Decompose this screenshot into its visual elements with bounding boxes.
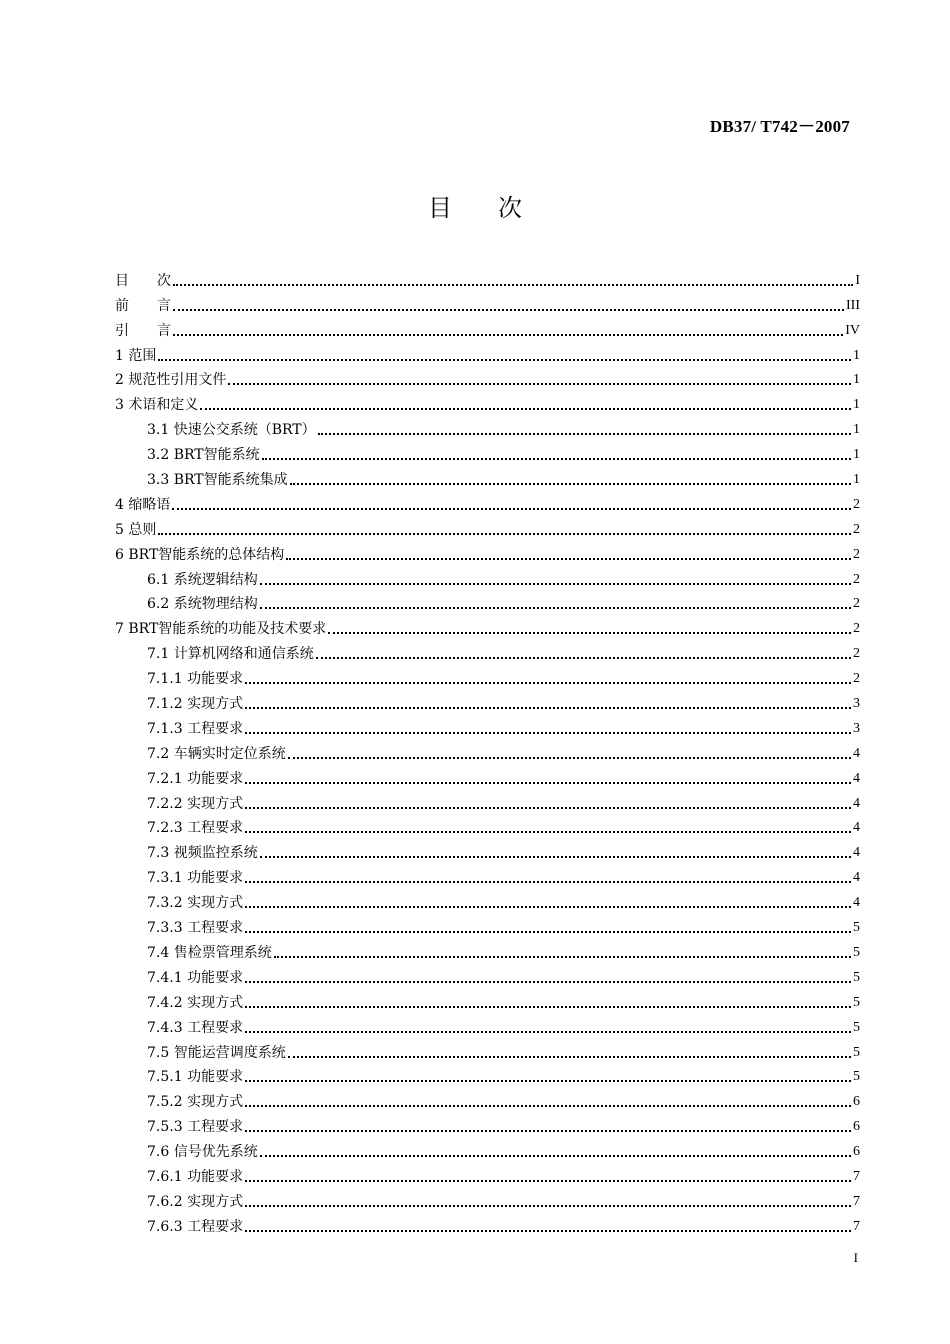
toc-entry-page: 2 bbox=[853, 671, 860, 687]
toc-leader-dots bbox=[262, 444, 851, 460]
toc-leader-dots bbox=[260, 569, 851, 585]
toc-entry-label: 引 言 bbox=[115, 322, 171, 339]
toc-entry-label: 1 范围 bbox=[115, 347, 157, 364]
toc-leader-dots bbox=[318, 419, 851, 435]
toc-entry-label: 7.3.1 功能要求 bbox=[147, 870, 244, 887]
toc-entry-page: 4 bbox=[853, 895, 860, 911]
toc-entry[interactable] bbox=[115, 1187, 860, 1212]
toc-entry[interactable] bbox=[115, 764, 860, 789]
toc-entry-page: 2 bbox=[853, 646, 860, 662]
toc-leader-dots bbox=[245, 1066, 851, 1082]
toc-entry-label: 7.4.2 实现方式 bbox=[147, 994, 244, 1011]
toc-entry[interactable] bbox=[115, 1212, 860, 1237]
toc-entry-page: I bbox=[855, 272, 860, 288]
toc-entry[interactable] bbox=[115, 714, 860, 739]
toc-entry-label: 目 次 bbox=[115, 272, 171, 289]
toc-entry-page: IV bbox=[845, 322, 860, 338]
toc-entry-page: 4 bbox=[853, 795, 860, 811]
toc-entry[interactable] bbox=[115, 664, 860, 689]
page-number: I bbox=[853, 1250, 858, 1265]
toc-leader-dots bbox=[200, 394, 851, 410]
toc-entry[interactable] bbox=[115, 739, 860, 764]
title-part-2: 次 bbox=[498, 194, 522, 222]
toc-entry-page: 4 bbox=[853, 820, 860, 836]
toc-entry-label: 3 术语和定义 bbox=[115, 397, 199, 414]
toc-entry[interactable] bbox=[115, 366, 860, 391]
toc-entry[interactable] bbox=[115, 390, 860, 415]
toc-entry[interactable] bbox=[115, 341, 860, 366]
toc-entry[interactable] bbox=[115, 1162, 860, 1187]
toc-entry[interactable] bbox=[115, 515, 860, 540]
toc-entry-label: 7.6.3 工程要求 bbox=[147, 1218, 244, 1235]
toc-entry-page: 5 bbox=[853, 969, 860, 985]
toc-leader-dots bbox=[245, 718, 851, 734]
toc-entry-label: 7.2.3 工程要求 bbox=[147, 820, 244, 837]
toc-entry-label: 7.5.2 实现方式 bbox=[147, 1094, 244, 1111]
toc-entry-label: 7.4.3 工程要求 bbox=[147, 1019, 244, 1036]
toc-entry[interactable] bbox=[115, 1038, 860, 1063]
document-number: DB37/ T742－2007 bbox=[709, 117, 850, 136]
toc-leader-dots bbox=[288, 1042, 851, 1058]
toc-entry-page: 4 bbox=[853, 770, 860, 786]
toc-entry-page: 4 bbox=[853, 745, 860, 761]
toc-entry-page: 5 bbox=[853, 1069, 860, 1085]
toc-entry-label: 7.5 智能运营调度系统 bbox=[147, 1044, 286, 1061]
toc-leader-dots bbox=[158, 519, 851, 535]
toc-leader-dots bbox=[245, 1216, 851, 1232]
toc-entry[interactable] bbox=[115, 963, 860, 988]
toc-entry-page: 1 bbox=[853, 447, 860, 463]
toc-entry-page: 4 bbox=[853, 870, 860, 886]
toc-entry-page: 5 bbox=[853, 994, 860, 1010]
toc-entry-page: 7 bbox=[853, 1168, 860, 1184]
toc-entry-page: 5 bbox=[853, 1044, 860, 1060]
toc-entry-page: 2 bbox=[853, 521, 860, 537]
toc-entry-label: 7 BRT智能系统的功能及技术要求 bbox=[115, 621, 327, 638]
toc-leader-dots bbox=[245, 1166, 851, 1182]
toc-leader-dots bbox=[260, 842, 851, 858]
toc-entry-page: 6 bbox=[853, 1094, 860, 1110]
toc-entry[interactable] bbox=[115, 988, 860, 1013]
toc-entry-label: 7.6.1 功能要求 bbox=[147, 1168, 244, 1185]
toc-entry[interactable] bbox=[115, 1112, 860, 1137]
page-title bbox=[0, 188, 950, 223]
toc-entry-page: 1 bbox=[853, 347, 860, 363]
toc-leader-dots bbox=[245, 992, 851, 1008]
toc-entry-label: 7.6.2 实现方式 bbox=[147, 1193, 244, 1210]
toc-entry-label: 7.4 售检票管理系统 bbox=[147, 944, 272, 961]
toc-entry[interactable] bbox=[115, 490, 860, 515]
toc-leader-dots bbox=[245, 693, 851, 709]
toc-entry-label: 4 缩略语 bbox=[115, 496, 171, 513]
toc-entry-page: 2 bbox=[853, 496, 860, 512]
toc-entry-page: 2 bbox=[853, 596, 860, 612]
toc-entry-label: 2 规范性引用文件 bbox=[115, 372, 227, 389]
toc-entry-page: 3 bbox=[853, 720, 860, 736]
toc-entry-label: 7.6 信号优先系统 bbox=[147, 1144, 258, 1161]
toc-leader-dots bbox=[228, 369, 851, 385]
toc-entry[interactable] bbox=[115, 863, 860, 888]
toc-entry-label: 7.2.1 功能要求 bbox=[147, 770, 244, 787]
toc-leader-dots bbox=[245, 793, 851, 809]
toc-entry-page: 1 bbox=[853, 472, 860, 488]
table-of-contents bbox=[115, 266, 860, 1237]
toc-entry[interactable] bbox=[115, 1137, 860, 1162]
toc-leader-dots bbox=[173, 320, 843, 336]
toc-entry-label: 3.1 快速公交系统（BRT） bbox=[147, 422, 316, 439]
toc-entry[interactable] bbox=[115, 1013, 860, 1038]
toc-entry[interactable] bbox=[115, 814, 860, 839]
toc-entry[interactable] bbox=[115, 440, 860, 465]
toc-leader-dots bbox=[288, 743, 851, 759]
toc-entry-page: 7 bbox=[853, 1193, 860, 1209]
toc-entry-page: 2 bbox=[853, 546, 860, 562]
toc-leader-dots bbox=[245, 917, 851, 933]
toc-leader-dots bbox=[286, 544, 851, 560]
toc-entry-label: 6.1 系统逻辑结构 bbox=[147, 571, 258, 588]
toc-entry-page: 1 bbox=[853, 422, 860, 438]
toc-leader-dots bbox=[173, 295, 844, 311]
toc-entry-page: 1 bbox=[853, 372, 860, 388]
toc-leader-dots bbox=[245, 967, 851, 983]
toc-entry-label: 3.2 BRT智能系统 bbox=[147, 447, 260, 464]
toc-entry-label: 7.5.1 功能要求 bbox=[147, 1069, 244, 1086]
toc-leader-dots bbox=[290, 469, 851, 485]
toc-entry-page: 3 bbox=[853, 696, 860, 712]
toc-entry-label: 7.1.2 实现方式 bbox=[147, 696, 244, 713]
toc-entry-label: 7.3.2 实现方式 bbox=[147, 895, 244, 912]
toc-entry[interactable] bbox=[115, 639, 860, 664]
toc-leader-dots bbox=[328, 618, 851, 634]
toc-entry-label: 7.3 视频监控系统 bbox=[147, 845, 258, 862]
toc-entry-label: 前 言 bbox=[115, 297, 171, 314]
toc-entry[interactable] bbox=[115, 465, 860, 490]
toc-entry-label: 7.3.3 工程要求 bbox=[147, 920, 244, 937]
toc-leader-dots bbox=[245, 1116, 851, 1132]
toc-leader-dots bbox=[173, 270, 853, 286]
toc-entry-page: 6 bbox=[853, 1119, 860, 1135]
toc-entry-page: 5 bbox=[853, 920, 860, 936]
toc-leader-dots bbox=[245, 1017, 851, 1033]
toc-leader-dots bbox=[245, 892, 851, 908]
toc-leader-dots bbox=[316, 643, 851, 659]
toc-leader-dots bbox=[260, 1141, 851, 1157]
toc-entry-page: 2 bbox=[853, 571, 860, 587]
toc-entry[interactable] bbox=[115, 590, 860, 615]
toc-entry-label: 6 BRT智能系统的总体结构 bbox=[115, 546, 285, 563]
toc-entry-label: 6.2 系统物理结构 bbox=[147, 596, 258, 613]
toc-entry[interactable] bbox=[115, 1063, 860, 1088]
toc-entry-label: 7.2 车辆实时定位系统 bbox=[147, 745, 286, 762]
toc-entry[interactable] bbox=[115, 789, 860, 814]
toc-leader-dots bbox=[245, 668, 851, 684]
toc-entry[interactable] bbox=[115, 838, 860, 863]
toc-leader-dots bbox=[245, 817, 851, 833]
toc-entry-label: 7.1.3 工程要求 bbox=[147, 720, 244, 737]
toc-entry-page: 4 bbox=[853, 845, 860, 861]
toc-entry-page: 6 bbox=[853, 1144, 860, 1160]
toc-entry[interactable] bbox=[115, 415, 860, 440]
toc-entry[interactable] bbox=[115, 316, 860, 341]
title-part-1: 目 bbox=[428, 194, 452, 222]
toc-leader-dots bbox=[158, 345, 851, 361]
toc-entry-page: 7 bbox=[853, 1218, 860, 1234]
toc-leader-dots bbox=[245, 1191, 851, 1207]
toc-entry-label: 3.3 BRT智能系统集成 bbox=[147, 472, 288, 489]
toc-entry[interactable] bbox=[115, 689, 860, 714]
toc-leader-dots bbox=[245, 1091, 851, 1107]
toc-entry[interactable] bbox=[115, 913, 860, 938]
toc-entry[interactable] bbox=[115, 888, 860, 913]
toc-entry-page: III bbox=[846, 297, 860, 313]
toc-entry-label: 7.2.2 实现方式 bbox=[147, 795, 244, 812]
toc-leader-dots bbox=[274, 942, 851, 958]
toc-leader-dots bbox=[172, 494, 851, 510]
toc-entry[interactable] bbox=[115, 291, 860, 316]
toc-leader-dots bbox=[245, 768, 851, 784]
toc-entry-page: 5 bbox=[853, 1019, 860, 1035]
toc-entry[interactable] bbox=[115, 938, 860, 963]
toc-entry[interactable] bbox=[115, 565, 860, 590]
toc-entry-page: 1 bbox=[853, 397, 860, 413]
toc-leader-dots bbox=[260, 593, 851, 609]
toc-entry-page: 5 bbox=[853, 944, 860, 960]
toc-entry-label: 7.1.1 功能要求 bbox=[147, 671, 244, 688]
toc-entry-label: 7.1 计算机网络和通信系统 bbox=[147, 646, 314, 663]
toc-entry-label: 7.5.3 工程要求 bbox=[147, 1119, 244, 1136]
toc-leader-dots bbox=[245, 867, 851, 883]
toc-entry-label: 7.4.1 功能要求 bbox=[147, 969, 244, 986]
toc-entry-label: 5 总则 bbox=[115, 521, 157, 538]
toc-entry-page: 2 bbox=[853, 621, 860, 637]
toc-entry[interactable] bbox=[115, 614, 860, 639]
toc-entry[interactable] bbox=[115, 1087, 860, 1112]
toc-entry[interactable] bbox=[115, 540, 860, 565]
toc-entry[interactable] bbox=[115, 266, 860, 291]
